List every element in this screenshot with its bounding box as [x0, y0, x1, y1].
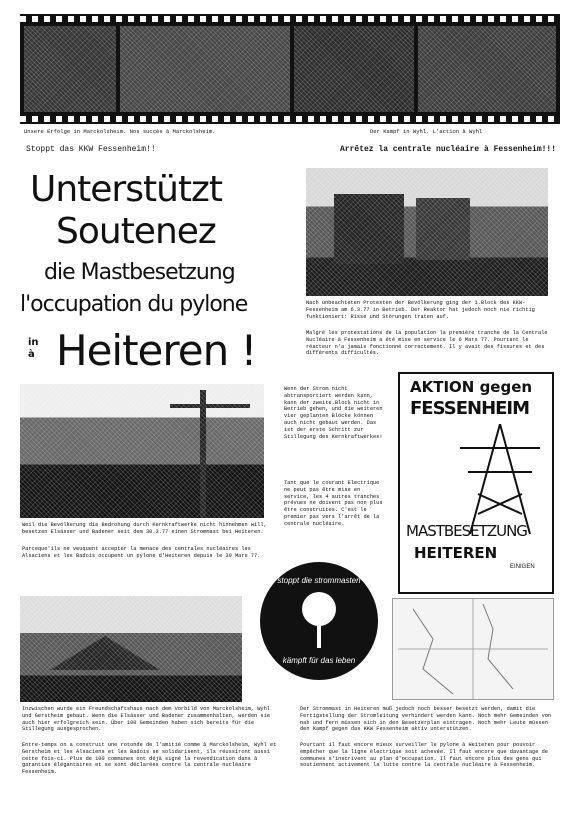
middle-col-fr: Tant que le courant Electrique ne peut pas être mise en service, les 4 autres tranches prévues ne doivent pas non plus être construites. C'est le premier pas vers l'arrêt de la centrale nucléaire. — [284, 480, 383, 527]
poster-pylon-drawing — [460, 424, 540, 534]
hut-caption-fr: Entre-temps on a construit une rotonde de l'amitié comme à Marckolsheim, Wyhl et Gerstheim et les Alsaciens et les Badois se solidarisent, ils réussiront aussi cette fois-ci. Plus de 100 communes ont déjà signé la revendication dans à garanties élégantaires et se sont déclarées contre la centrale nucléaire Fessenheim. — [22, 742, 277, 776]
protest-caption-de: Weil die Bevölkerung die Bedrohung durch Kernkraftwerke nicht hinnehmen will, besetzen Elsässer und Badener seit dem 30.3.77 einen Strommast bei Heiteren. — [22, 522, 267, 535]
film-sprocket-top — [20, 16, 560, 22]
film-sprocket-bottom — [20, 116, 560, 122]
poster-mastbesetzung: MASTBESETZUNG — [406, 522, 527, 540]
headline-prep-de: in — [28, 337, 39, 348]
poster-heiteren: HEITEREN — [414, 544, 498, 562]
poster-fessenheim-title: FESSENHEIM — [410, 398, 530, 419]
badge-bottom-text: kämpft für das leben — [282, 656, 356, 665]
film-photo-4 — [418, 26, 556, 112]
film-photo-2 — [120, 26, 290, 112]
film-strip — [20, 14, 560, 124]
poster-aktion-title: AKTION gegen — [410, 378, 533, 396]
slogan-fr: Arrêtez la centrale nucléaire à Fessenheim!!! — [340, 145, 557, 154]
film-caption-left: Unsere Erfolge in Marckolsheim. Nos succès à Marckolsheim. — [24, 128, 216, 135]
flower-stem — [317, 626, 321, 648]
hut-caption-de: Inzwischen wurde ein Freundschaftshaus nach dem Vorbild von Marckolsheim, Wyhl und Gerstheim gebaut. Wenn die Elsässer und Badener zusammenhalten, werden sie auch hier erfolgreich sein. Über 100 Gemeinden haben sich bereits für die Stillegung ausgesprochen. — [22, 706, 270, 733]
badge-stoppt — [260, 562, 378, 680]
map-drawing — [393, 599, 553, 699]
headline-unterstuetzt: Unterstützt — [30, 169, 223, 210]
protest-caption-fr: Parceque'ils ne veuquent accepter la menace des centrales nucléaires les Alsaciens et les Badois occupent un pylone d'Heiteren depuis le 30 Mars 77. — [22, 546, 261, 559]
film-caption-right: Der Kampf in Wyhl. L'action à Wyhl — [370, 128, 483, 135]
film-photo-3 — [294, 26, 414, 112]
hut-photo — [20, 596, 242, 702]
bottom-text-de: Der Strommast in Heiteren muß jedoch noch besser besetzt werden, damit die Fertigstellung der Stromleitung verhindert werden kann. Noch mehr Gemeinden von nah und fern müssen sich in den Besetzerplan eintragen. Noch mehr Leute müssen den Kampf gegen das KKW Fessenheim aktiv unterstützen. — [300, 706, 552, 733]
headline-mastbesetzung: die Mastbesetzung — [44, 260, 235, 285]
poster-small-text: EINIGEN — [510, 564, 535, 570]
region-map — [392, 598, 554, 700]
reactor-caption-fr: Malgré les protestations de la population la première tranche de la Centrale Nucléaire à Fessenheim a été mise en service le 6 Mars 77. Pourtant le réacteur n'a jamais fonctionné correctement. Il y avait des fissures et des différents difficultés. — [306, 330, 548, 357]
headline-prep-fr: à — [28, 349, 35, 360]
headline-soutenez: Soutenez — [56, 211, 216, 252]
bottom-text-fr: Pourtant il faut encore mieux surveiller le pylone à Heiteren pour pouvoir empêcher que la ligne électrique soit achevée. Il faut encore que davantage de communes s'inscrivent au plan d'occupation. Il faut encore plus des gens qui soutiennent activement la lutte contre la centrale nucléaire à Fessenheim. — [300, 742, 548, 769]
reactor-caption-de: Nach unbeachteten Protesten der Bevölkerung ging der 1.Block des KKW-Fessenheim am 6.3.77 in Betrieb. Der Reaktor hat jedoch noch nie richtig funktioniert: Risse und Störungen traten auf. — [306, 300, 535, 320]
protest-photo — [20, 384, 264, 518]
slogan-de: Stoppt das KKW Fessenheim!! — [26, 145, 156, 154]
badge-top-text: stoppt die strommasten — [277, 576, 361, 585]
headline-heiteren: Heiteren ! — [56, 326, 257, 375]
poster-aktion — [398, 372, 554, 594]
flower-icon — [302, 592, 336, 626]
middle-col-de: Wenn der Strom nicht abtransportiert werden kann, kann der zweite.Block nicht in Betrieb gehen, und die weiteren vier geplanten Blöcke können auch nicht gebaut werden. Das ist der erste Schritt zur Stillegung des Kernkraftwerkes! — [284, 386, 383, 440]
headline-occupation: l'occupation du pylone — [20, 292, 248, 317]
film-photo-1 — [24, 26, 116, 112]
reactor-photo — [306, 168, 548, 296]
